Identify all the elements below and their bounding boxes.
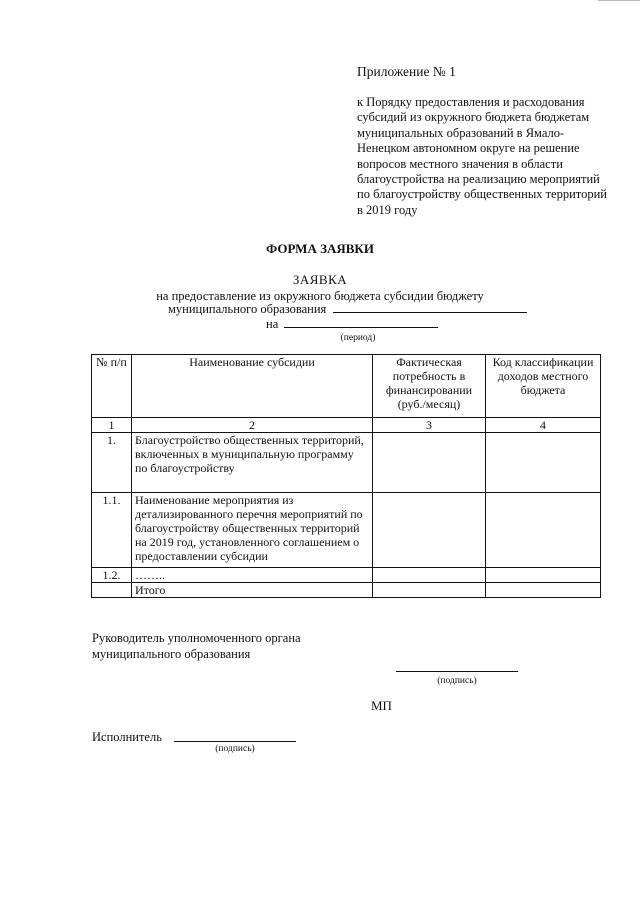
table-row xyxy=(92,433,601,493)
subsidy-table xyxy=(91,354,601,598)
municipality-field[interactable] xyxy=(333,312,527,313)
row-name: …….. xyxy=(132,568,373,583)
executor-signature-label: (подпись) xyxy=(215,744,255,754)
column-number-row xyxy=(92,418,601,433)
head-signature-label: (подпись) xyxy=(437,676,477,686)
appendix-body: к Порядку предоставления и расходования субсидий из окружного бюджета бюджетам муниципальных образований в Ямало-Ненецком автономном округе на решение вопросов местного значения в области благоустройства на реализацию мероприятий по благоустройству общественных территорий в 2019 году xyxy=(357,95,607,217)
row-need-cell[interactable] xyxy=(373,433,486,493)
row-need-cell[interactable] xyxy=(373,493,486,568)
row-code-cell[interactable] xyxy=(486,433,601,493)
total-num-cell xyxy=(92,583,132,598)
row-name: Благоустройство общественных территорий, включенных в муниципальную программу по благоустройству xyxy=(132,433,373,493)
head-of-authority-label: Руководитель уполномоченного органа муниципального образования xyxy=(92,631,301,661)
period-row xyxy=(266,317,438,332)
period-prefix: на xyxy=(266,317,279,331)
colnum-4: 4 xyxy=(486,418,601,433)
appendix-title: Приложение № 1 xyxy=(357,64,456,79)
row-code-cell[interactable] xyxy=(486,493,601,568)
row-need-cell[interactable] xyxy=(373,568,486,583)
row-num: 1.1. xyxy=(92,493,132,568)
colnum-1: 1 xyxy=(92,418,132,433)
table-row xyxy=(92,493,601,568)
form-heading: ФОРМА ЗАЯВКИ xyxy=(266,241,374,256)
total-need-cell[interactable] xyxy=(373,583,486,598)
form-subtitle-line1: на предоставление из окружного бюджета субсидии бюджету xyxy=(156,289,484,303)
head-signature-line[interactable] xyxy=(396,671,518,672)
period-field[interactable] xyxy=(284,327,438,328)
header-need: Фактическая потребность в финансировании (руб./месяц) xyxy=(373,355,486,418)
period-label: (период) xyxy=(340,333,376,343)
row-code-cell[interactable] xyxy=(486,568,601,583)
executor-signature-line[interactable] xyxy=(174,741,296,742)
header-name: Наименование субсидии xyxy=(132,355,373,418)
header-code: Код классификации доходов местного бюджета xyxy=(486,355,601,418)
row-num: 1. xyxy=(92,433,132,493)
row-num: 1.2. xyxy=(92,568,132,583)
form-subtitle-line2 xyxy=(168,302,527,317)
header-num: № п/п xyxy=(92,355,132,418)
total-code-cell[interactable] xyxy=(486,583,601,598)
colnum-2: 2 xyxy=(132,418,373,433)
municipality-label: муниципального образования xyxy=(168,302,327,316)
form-title: ЗАЯВКА xyxy=(292,272,348,287)
total-row xyxy=(92,583,601,598)
executor-label: Исполнитель xyxy=(92,730,162,744)
total-label: Итого xyxy=(132,583,373,598)
stamp-label: МП xyxy=(371,698,392,713)
table-row xyxy=(92,568,601,583)
row-name: Наименование мероприятия из детализированного перечня мероприятий по благоустройству общественных территорий на 2019 год, установленного соглашением о предоставлении субсидии xyxy=(132,493,373,568)
colnum-3: 3 xyxy=(373,418,486,433)
corner-mark xyxy=(598,0,640,1)
table-header-row xyxy=(92,355,601,418)
